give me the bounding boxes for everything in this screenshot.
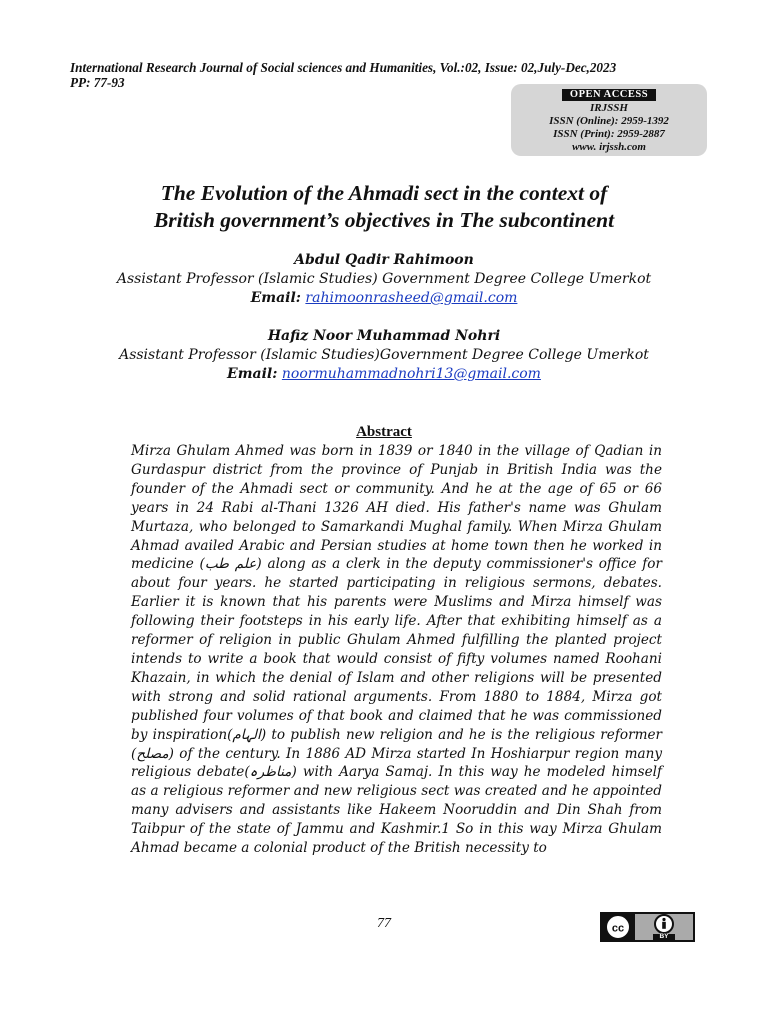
abstract-heading: Abstract <box>356 424 412 440</box>
license-by-label: BY <box>659 933 669 940</box>
author-email-link[interactable]: rahimoonrasheed@gmail.com <box>305 290 518 306</box>
author-block <box>60 251 708 308</box>
paper-title-line: British government’s objectives in The subcontinent <box>153 208 615 232</box>
email-label: Email: <box>250 290 301 306</box>
journal-citation-line: International Research Journal of Social sciences and Humanities, Vol.:02, Issue: 02,July-Dec,2023 <box>70 60 617 75</box>
abstract-body <box>131 442 662 858</box>
abstract-text: Mirza Ghulam Ahmed was born in 1839 or 1840 in the village of Qadian in Gurdaspur district from the province of Punjab in British India was the founder of the Ahmadi sect or community. And he at the age of 65 or 66 years in 24 Rabi al-Thani 1326 AH died. His father's name was Ghulam Murtaza, who belonged to Samarkandi Mughal family. When Mirza Ghulam Ahmad availed Arabic and Persian studies at home town then he worked in medicine (علم طب) along as a clerk in the deputy commissioner's office for about four years. he started participating in religious sermons, debates. Earlier it is known that his parents were Muslims and Mirza himself was following their footsteps in his early life. After that exhibiting himself as a reformer of religion in public Ghulam Ahmed fulfilling the planted project intends to write a book that would consist of fifty volumes named Roohani Khazain, in which the denial of Islam and other religions will be presented with strong and solid rational arguments. From 1880 to 1884, Mirza got published four volumes of that book and claimed that he was commissioned by inspiration(الہام) to publish new religion and he is the religious reformer (مصلح) of the century. In 1886 AD Mirza started In Hoshiarpur region many religious debate(مناظرہ) with Aarya Samaj. In this way he modeled himself as a religious reformer and new religious sect was created and he appointed many advisers and assistants like Hakeem Nooruddin and Din Shah from Taibpur of the state of Jammu and Kashmir.1 So in this way Mirza Ghulam Ahmad became a colonial product of the British necessity to <box>131 443 662 857</box>
svg-text:cc: cc <box>611 922 625 935</box>
email-label: Email: <box>227 366 278 382</box>
journal-badge <box>511 84 707 156</box>
paper-title <box>60 180 708 234</box>
author-affiliation: Assistant Professor (Islamic Studies) Government Degree College Umerkot <box>116 271 652 287</box>
cc-by-icon <box>601 913 696 943</box>
cc-license-badge[interactable] <box>600 912 695 942</box>
issn-print: ISSN (Print): 2959-2887 <box>553 128 665 140</box>
journal-abbrev: IRJSSH <box>590 102 628 114</box>
author-affiliation: Assistant Professor (Islamic Studies)Government Degree College Umerkot <box>119 347 649 363</box>
open-access-label: OPEN ACCESS <box>562 89 656 101</box>
author-name: Abdul Qadir Rahimoon <box>294 252 474 268</box>
page-number: 77 <box>377 916 391 931</box>
author-block <box>60 327 708 384</box>
author-email-link[interactable]: noormuhammadnohri13@gmail.com <box>281 366 541 382</box>
issn-online: ISSN (Online): 2959-1392 <box>549 115 669 127</box>
author-name: Hafiz Noor Muhammad Nohri <box>267 328 501 344</box>
page-range: PP: 77-93 <box>70 75 125 90</box>
paper-title-line: The Evolution of the Ahmadi sect in the context of <box>160 181 608 205</box>
journal-website: www. irjssh.com <box>572 141 646 153</box>
